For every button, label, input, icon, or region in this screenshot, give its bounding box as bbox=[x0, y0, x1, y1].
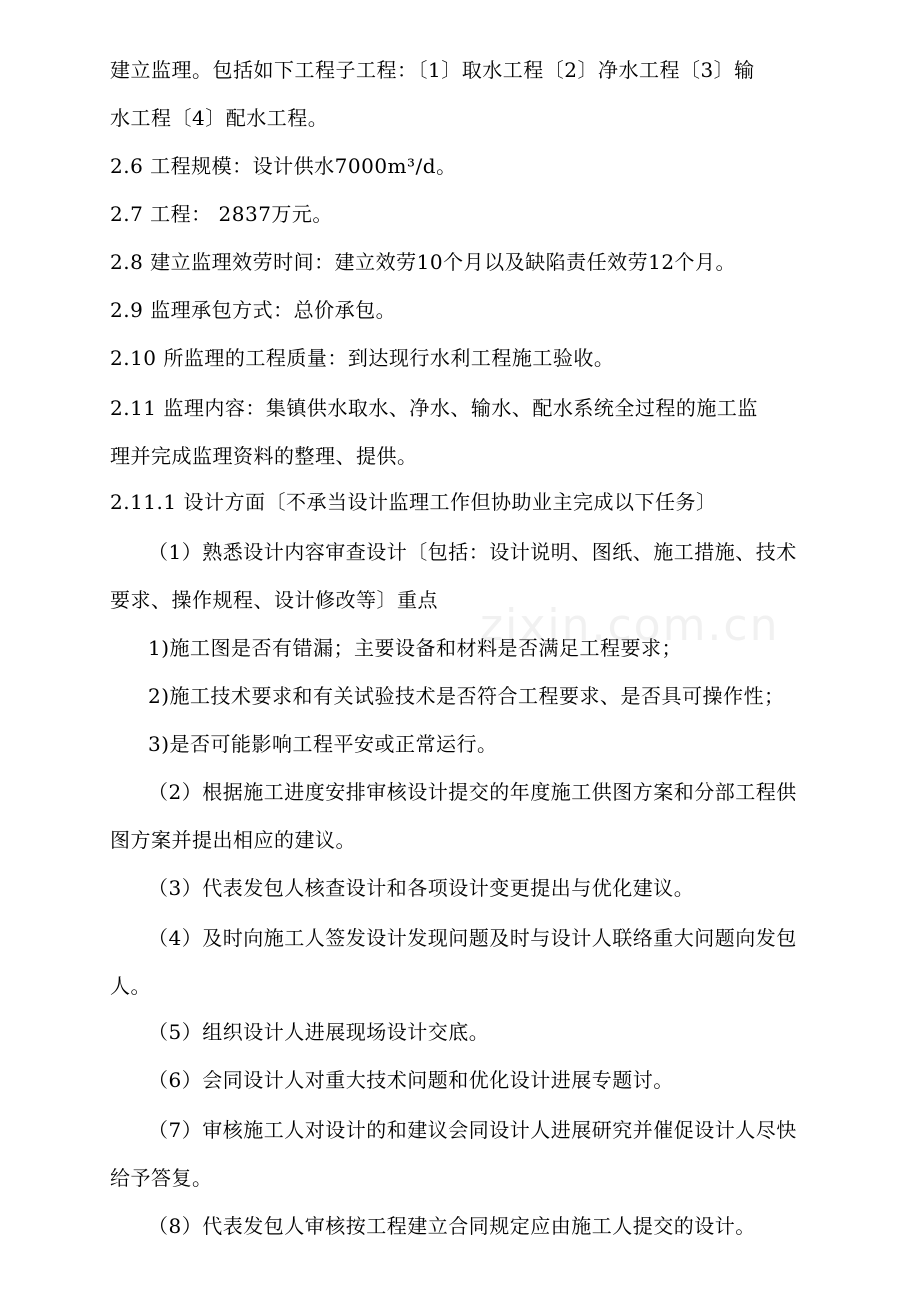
text-line: 图方案并提出相应的建议。 bbox=[110, 828, 356, 852]
text-line: 3)是否可能影响工程平安或正常运行。 bbox=[148, 732, 498, 756]
text-line: 2.11 监理内容：集镇供水取水、净水、输水、配水系统全过程的施工监 bbox=[110, 396, 758, 420]
text-line: （4）及时向施工人签发设计发现问题及时与设计人联络重大问题向发包 bbox=[148, 926, 797, 950]
text-line: 给予答复。 bbox=[110, 1166, 213, 1190]
text-line: 理并完成监理资料的整理、提供。 bbox=[110, 444, 418, 468]
text-line: 2.10 所监理的工程质量：到达现行水利工程施工验收。 bbox=[110, 346, 615, 370]
text-line: 2.6 工程规模：设计供水7000m³/d。 bbox=[110, 154, 457, 178]
text-line: （1）熟悉设计内容审查设计〔包括：设计说明、图纸、施工措施、技术 bbox=[148, 540, 797, 564]
text-line: 2.7 工程： 2837万元。 bbox=[110, 202, 333, 226]
text-line: （6）会同设计人对重大技术问题和优化设计进展专题讨。 bbox=[148, 1068, 674, 1092]
text-line: （7）审核施工人对设计的和建议会同设计人进展研究并催促设计人尽快 bbox=[148, 1118, 797, 1142]
text-line: 要求、操作规程、设计修改等〕重点 bbox=[110, 588, 438, 612]
text-line: （3）代表发包人核查设计和各项设计变更提出与优化建议。 bbox=[148, 876, 695, 900]
text-line: 人。 bbox=[110, 974, 151, 998]
text-line: 1)施工图是否有错漏；主要设备和材料是否满足工程要求； bbox=[148, 636, 683, 660]
text-line: （2）根据施工进度安排审核设计提交的年度施工供图方案和分部工程供 bbox=[148, 780, 797, 804]
text-line: 水工程〔4〕配水工程。 bbox=[110, 106, 329, 130]
text-line: 建立监理。包括如下工程子工程：〔1〕取水工程〔2〕净水工程〔3〕输 bbox=[110, 58, 755, 82]
text-line: 2.9 监理承包方式：总价承包。 bbox=[110, 298, 397, 322]
text-line: （8）代表发包人审核按工程建立合同规定应由施工人提交的设计。 bbox=[148, 1214, 756, 1238]
watermark: zixin.com.cn bbox=[480, 600, 780, 651]
text-line: 2.11.1 设计方面〔不承当设计监理工作但协助业主完成以下任务〕 bbox=[110, 490, 717, 514]
text-line: （5）组织设计人进展现场设计交底。 bbox=[148, 1020, 490, 1044]
text-line: 2.8 建立监理效劳时间：建立效劳10个月以及缺陷责任效劳12个月。 bbox=[110, 250, 737, 274]
text-line: 2)施工技术要求和有关试验技术是否符合工程要求、是否具可操作性； bbox=[148, 684, 785, 708]
